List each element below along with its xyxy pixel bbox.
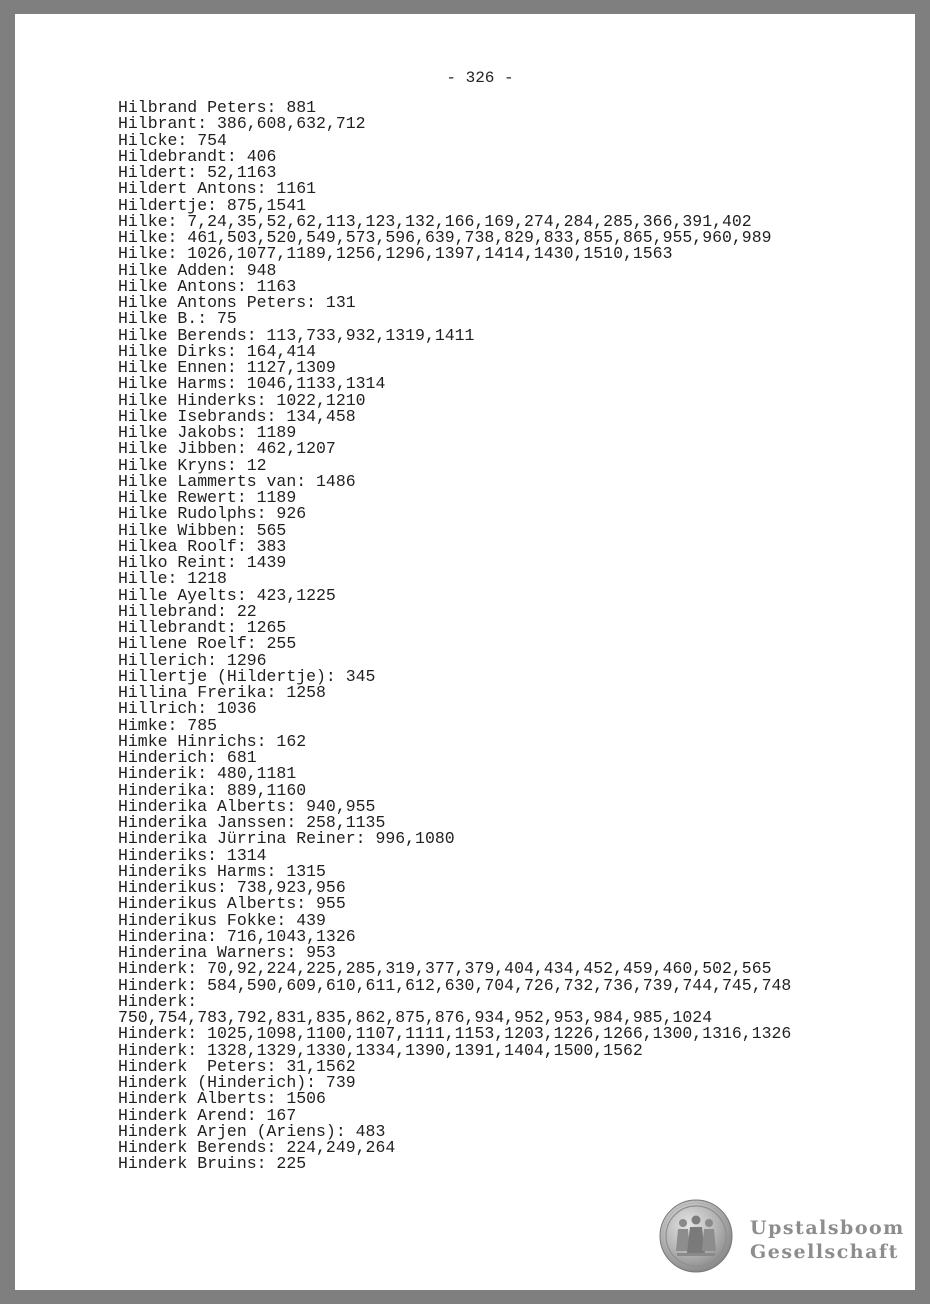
index-entry: Hinderina: 716,1043,1326 xyxy=(118,926,356,946)
index-entry: Hilke Rewert: 1189 xyxy=(118,488,297,507)
index-entry: Hinderk: 70,92,224,225,285,319,377,379,404,434,452,459,460,502,565 xyxy=(118,959,772,979)
index-entry: Hilke Antons: 1163 xyxy=(118,276,297,296)
document-page xyxy=(15,14,915,1290)
index-entry: Himke: 785 xyxy=(118,715,218,735)
index-entry: Hinderina Warners: 953 xyxy=(118,943,336,962)
index-entry: Hinderika: 889,1160 xyxy=(118,780,307,800)
index-entry: Hilbrant: 386,608,632,712 xyxy=(118,114,366,134)
index-entry: Hinderikus Alberts: 955 xyxy=(118,894,346,914)
index-entry: Hilke Wibben: 565 xyxy=(118,520,287,540)
index-entry: Hinderk (Hinderich): 739 xyxy=(118,1073,356,1092)
index-entry: Hille Ayelts: 423,1225 xyxy=(118,585,336,605)
seal-icon xyxy=(659,1199,733,1273)
index-entry-list xyxy=(118,100,791,1173)
index-entry: Hillene Roelf: 255 xyxy=(118,634,297,654)
index-entry: Hinderiks Harms: 1315 xyxy=(118,861,326,881)
index-entry: Hinderich: 681 xyxy=(118,748,257,767)
index-entry: Hillebrand: 22 xyxy=(118,601,257,621)
index-entry: Hillrich: 1036 xyxy=(118,699,257,719)
index-entry: Hinderk: 1328,1329,1330,1334,1390,1391,1404,1500,1562 xyxy=(118,1040,643,1060)
index-entry: Hillertje (Hildertje): 345 xyxy=(118,666,376,686)
index-entry: Hilko Reint: 1439 xyxy=(118,553,287,572)
index-entry: Hilke Jibben: 462,1207 xyxy=(118,439,336,459)
index-entry: Hilke Dirks: 164,414 xyxy=(118,341,317,361)
index-entry: Hilke Jakobs: 1189 xyxy=(118,423,297,442)
index-entry: Hinderk: 584,590,609,610,611,612,630,704,726,732,736,739,744,745,748 xyxy=(118,975,792,995)
index-entry: Hilke Isebrands: 134,458 xyxy=(118,406,356,426)
index-entry: Hilke Rudolphs: 926 xyxy=(118,504,307,524)
index-entry: Hinderiks: 1314 xyxy=(118,845,267,865)
index-entry: Hilke Kryns: 12 xyxy=(118,455,267,475)
index-entry: Hilke: 7,24,35,52,62,113,123,132,166,169,274,284,285,366,391,402 xyxy=(118,211,752,231)
index-entry: Hinderk: 1025,1098,1100,1107,1111,1153,1203,1226,1266,1300,1316,1326 xyxy=(118,1024,792,1044)
index-entry: Hildert Antons: 1161 xyxy=(118,179,317,199)
index-entry: Himke Hinrichs: 162 xyxy=(118,731,307,751)
index-entry: Hinderika Jürrina Reiner: 996,1080 xyxy=(118,829,455,849)
logo-line-2: Gesellschaft xyxy=(750,1241,899,1263)
index-entry: Hildebrandt: 406 xyxy=(118,146,277,166)
index-entry: Hinderika Alberts: 940,955 xyxy=(118,796,376,816)
index-entry: Hinderk Peters: 31,1562 xyxy=(118,1056,356,1076)
index-entry: Hille: 1218 xyxy=(118,569,227,589)
index-entry: Hilke Hinderks: 1022,1210 xyxy=(118,390,366,410)
index-entry: Hinderk Arjen (Ariens): 483 xyxy=(118,1121,386,1141)
index-entry: Hinderika Janssen: 258,1135 xyxy=(118,813,386,832)
page-number: - 326 - xyxy=(446,69,514,87)
index-entry: Hinderikus Fokke: 439 xyxy=(118,910,326,930)
index-entry: Hilbrand Peters: 881 xyxy=(118,98,317,117)
index-entry: Hilkea Roolf: 383 xyxy=(118,536,287,556)
index-entry: Hilke Adden: 948 xyxy=(118,260,277,280)
index-entry: Hillerich: 1296 xyxy=(118,650,267,670)
index-entry: Hilke Berends: 113,733,932,1319,1411 xyxy=(118,325,475,345)
index-entry: Hilke B.: 75 xyxy=(118,309,237,329)
index-entry: Hinderk Bruins: 225 xyxy=(118,1154,307,1174)
index-entry: Hinderk Arend: 167 xyxy=(118,1105,297,1125)
index-entry: Hilke: 1026,1077,1189,1256,1296,1397,1414,1430,1510,1563 xyxy=(118,244,673,264)
index-entry: Hildertje: 875,1541 xyxy=(118,195,307,215)
index-entry: Hinderk: xyxy=(118,991,198,1011)
index-entry: Hillina Frerika: 1258 xyxy=(118,683,326,702)
index-entry: Hildert: 52,1163 xyxy=(118,163,277,182)
index-entry: Hinderik: 480,1181 xyxy=(118,764,297,784)
index-entry: 750,754,783,792,831,835,862,875,876,934,952,953,984,985,1024 xyxy=(118,1008,713,1027)
index-entry: Hinderikus: 738,923,956 xyxy=(118,878,346,897)
index-entry: Hilke Antons Peters: 131 xyxy=(118,293,356,312)
index-entry: Hinderk Berends: 224,249,264 xyxy=(118,1138,396,1157)
index-entry: Hilke Ennen: 1127,1309 xyxy=(118,358,336,377)
index-entry: Hilke Harms: 1046,1133,1314 xyxy=(118,374,386,394)
upstalsboom-logo-text xyxy=(750,1216,905,1264)
index-entry: Hinderk Alberts: 1506 xyxy=(118,1089,326,1109)
index-entry: Hilke Lammerts van: 1486 xyxy=(118,471,356,491)
logo-line-1: Upstalsboom xyxy=(750,1217,905,1239)
index-entry: Hilcke: 754 xyxy=(118,130,227,150)
index-entry: Hilke: 461,503,520,549,573,596,639,738,829,833,855,865,955,960,989 xyxy=(118,228,772,247)
index-entry: Hillebrandt: 1265 xyxy=(118,618,287,637)
